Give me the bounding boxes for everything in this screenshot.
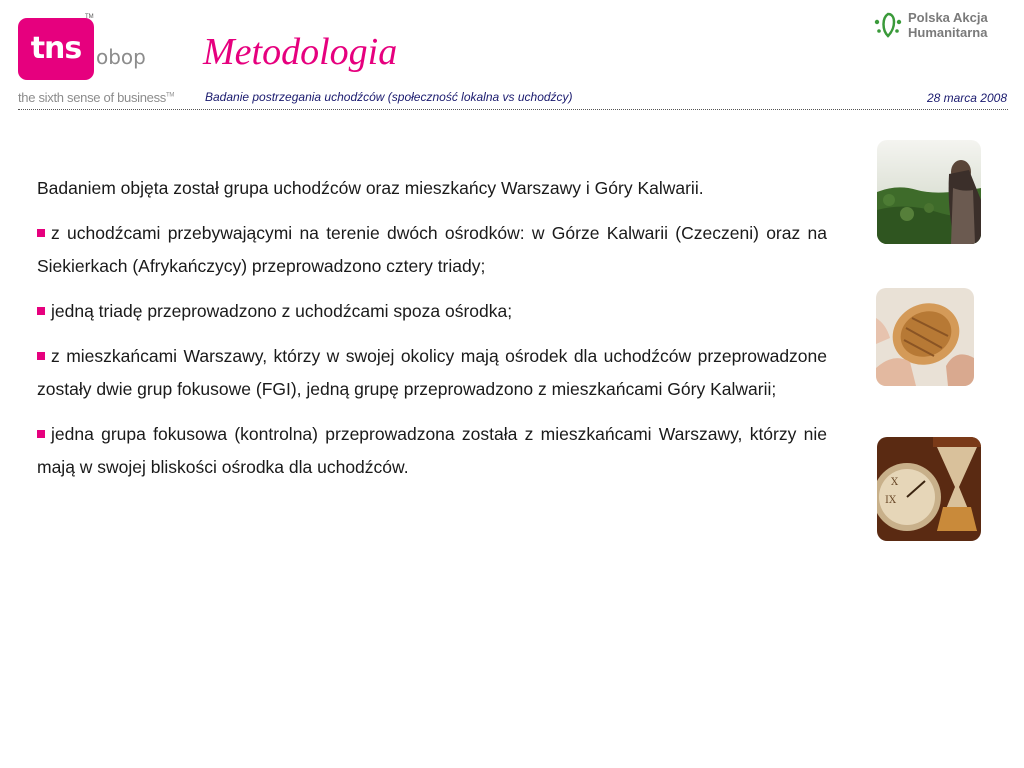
page-title: Metodologia	[203, 31, 398, 73]
svg-text:X: X	[891, 477, 899, 488]
photo-woman-landscape	[877, 140, 981, 244]
date: 28 marca 2008	[926, 91, 1007, 105]
tagline	[18, 90, 174, 105]
photo-clock-hourglass	[877, 437, 981, 541]
logo-sub: obop	[96, 45, 146, 69]
bullet-item	[37, 295, 827, 328]
bullet-text: jedną triadę przeprowadzono z uchodźcami spoza ośrodka;	[51, 301, 513, 321]
bullet-text: z uchodźcami przebywającymi na terenie dwóch ośrodków: w Górze Kalwarii (Czeczeni) oraz na Siekierkach (Afrykańczycy) przeprowadzono cztery triady;	[37, 223, 827, 276]
square-bullet-icon	[37, 229, 45, 237]
tagline-text: the sixth sense of business	[18, 90, 166, 105]
partner-line2: Humanitarna	[908, 25, 988, 40]
partner-name	[908, 10, 988, 40]
logo-tm: TM	[85, 14, 94, 20]
bullet-item	[37, 217, 827, 283]
content-body	[37, 172, 827, 496]
bullet-item	[37, 340, 827, 406]
square-bullet-icon	[37, 352, 45, 360]
subtitle: Badanie postrzegania uchodźców (społeczność lokalna vs uchodźcy)	[205, 90, 573, 104]
bullet-item	[37, 418, 827, 484]
square-bullet-icon	[37, 307, 45, 315]
tns-logo-icon	[18, 18, 94, 80]
logo-text: tns	[30, 31, 82, 66]
partner-line1: Polska Akcja	[908, 10, 988, 25]
svg-text:IX: IX	[885, 495, 897, 506]
bullet-text: jedna grupa fokusowa (kontrolna) przeprowadzona została z mieszkańcami Warszawy, którzy nie mają w swojej bliskości ośrodka dla uchodźców.	[37, 424, 827, 477]
bullet-text: z mieszkańcami Warszawy, którzy w swojej okolicy mają ośrodek dla uchodźców przeprowadzone zostały dwie grup fokusowe (FGI), jedną grupę przeprowadzono z mieszkańcami Góry Kalwarii;	[37, 346, 827, 399]
header-divider	[18, 109, 1008, 110]
pah-logo-icon	[872, 10, 904, 40]
intro-paragraph: Badaniem objęta został grupa uchodźców oraz mieszkańcy Warszawy i Góry Kalwarii.	[37, 178, 704, 198]
square-bullet-icon	[37, 430, 45, 438]
tagline-tm: TM	[166, 92, 175, 99]
photo-bread-hands	[876, 288, 974, 386]
